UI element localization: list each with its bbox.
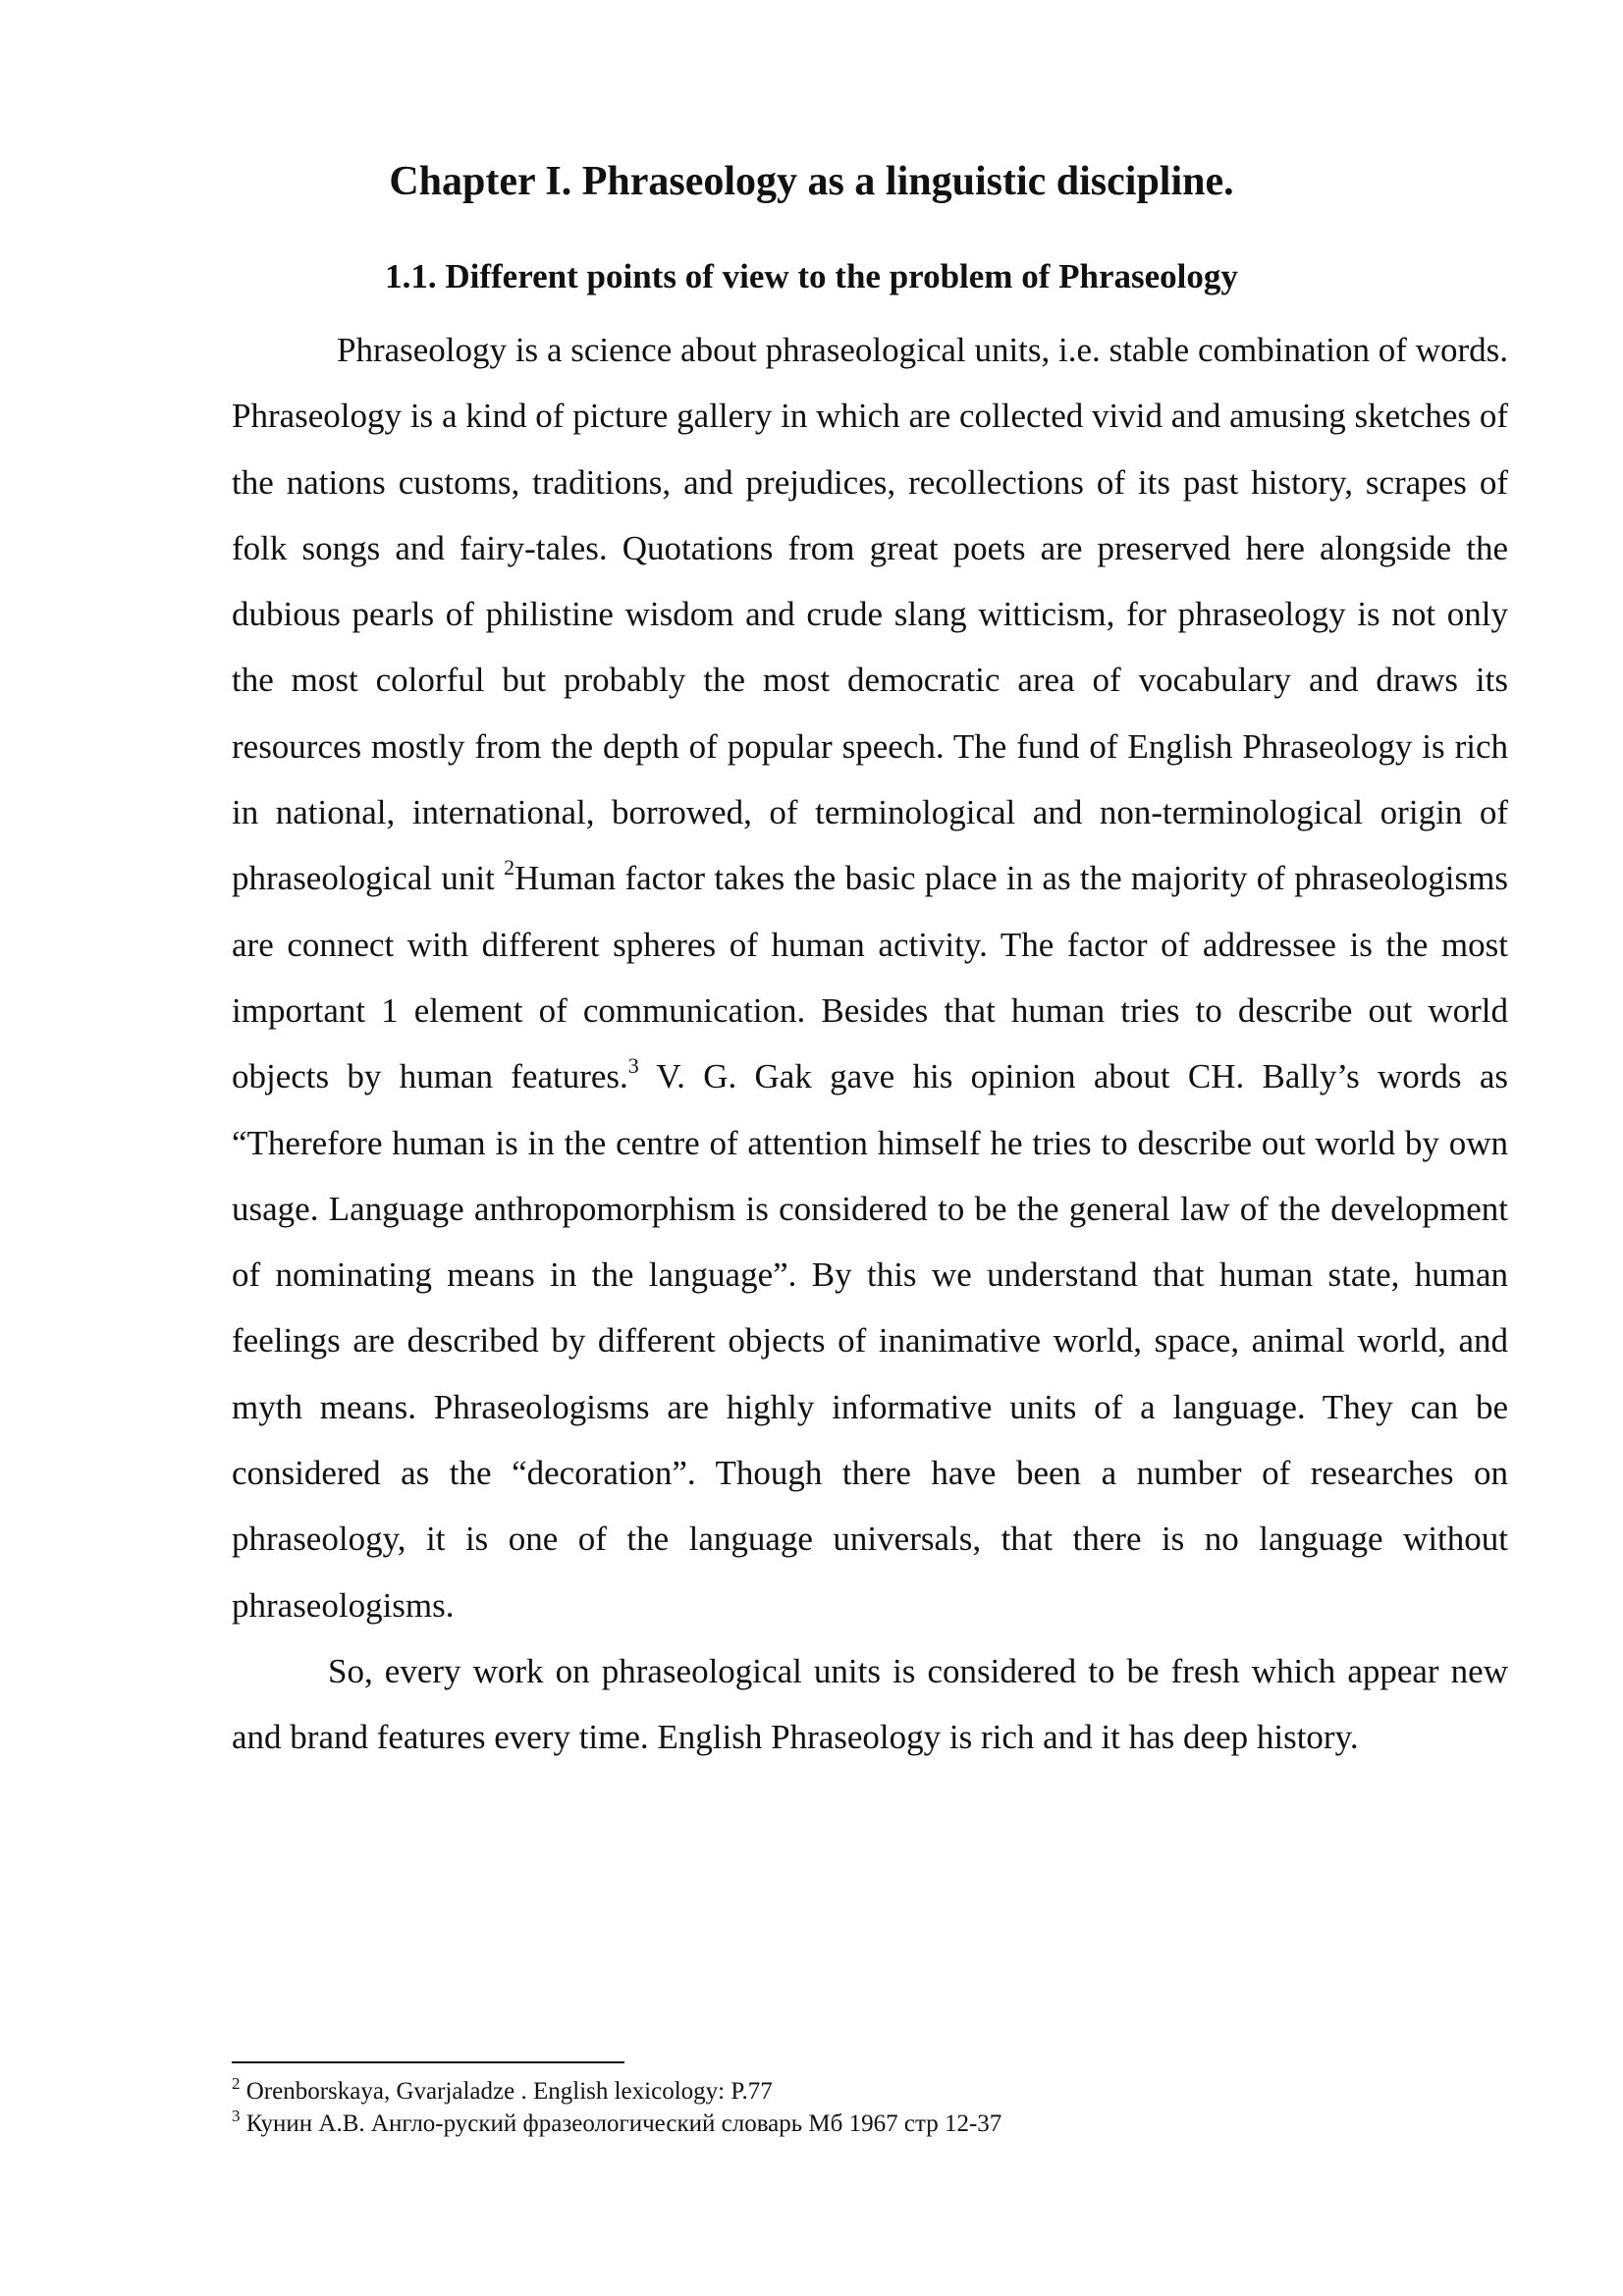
footnote-marker: 2: [232, 2074, 241, 2093]
footnote-ref-2: 2: [504, 855, 515, 881]
body-text: [232, 317, 1508, 1771]
footnote-marker: 3: [232, 2107, 241, 2125]
footnote-item: [232, 2108, 1508, 2140]
footnote-divider: [232, 2061, 624, 2063]
footnote-text: Кунин А.В. Англо-руский фразеологический словарь Мб 1967 стр 12-37: [240, 2110, 1002, 2137]
paragraph-2: So, every work on phraseological units is considered to be fresh which appear new and brand features every time. English Phraseology is rich and it has deep history.: [232, 1651, 1508, 1757]
footnote-text: Orenborskaya, Gvarjaladze . English lexicology: P.77: [240, 2078, 773, 2105]
section-title: 1.1. Different points of view to the problem of Phraseology: [385, 257, 1238, 295]
footnotes: [232, 2075, 1508, 2140]
paragraph-1-part-3: V. G. Gak gave his opinion about CH. Bally’s words as “Therefore human is in the centre of attention himself he tries to describe out world by own usage. Language anthropomorphism is considered to be the general law of the development of nominating means in the language”. By this we understand that human state, human feelings are described by different objects of inanimative world, space, animal world, and myth means. Phraseologisms are highly informative units of a language. They can be considered as the “decoration”. Though there have been a number of researches on phraseology, it is one of the language universals, that there is no language without phraseologisms.: [232, 1057, 1508, 1625]
footnote-item: [232, 2075, 1508, 2108]
paragraph-1: [232, 317, 1508, 1638]
chapter-title: Chapter I. Phraseology as a linguistic discipline.: [389, 159, 1234, 204]
paragraph-1-part-2: Human factor takes the basic place in as the majority of phraseologisms are connect with different spheres of human activity. The factor of addressee is the most important 1 element of communication. Besides that human tries to describe out world objects by human features.: [232, 859, 1508, 1096]
footnote-ref-3: 3: [627, 1053, 639, 1079]
paragraph-1-part-1: Phraseology is a science about phraseological units, i.e. stable combination of words. Phraseology is a kind of picture gallery in which are collected vivid and amusing sketches of the nations customs, traditions, and prejudices, recollections of its past history, scrapes of folk songs and fairy-tales. Quotations from great poets are preserved here alongside the dubious pearls of philistine wisdom and crude slang witticism, for phraseology is not only the most colorful but probably the most democratic area of vocabulary and draws its resources mostly from the depth of popular speech. The fund of English Phraseology is rich in national, international, borrowed, of terminological and non-terminological origin of phraseological unit: [232, 331, 1508, 898]
